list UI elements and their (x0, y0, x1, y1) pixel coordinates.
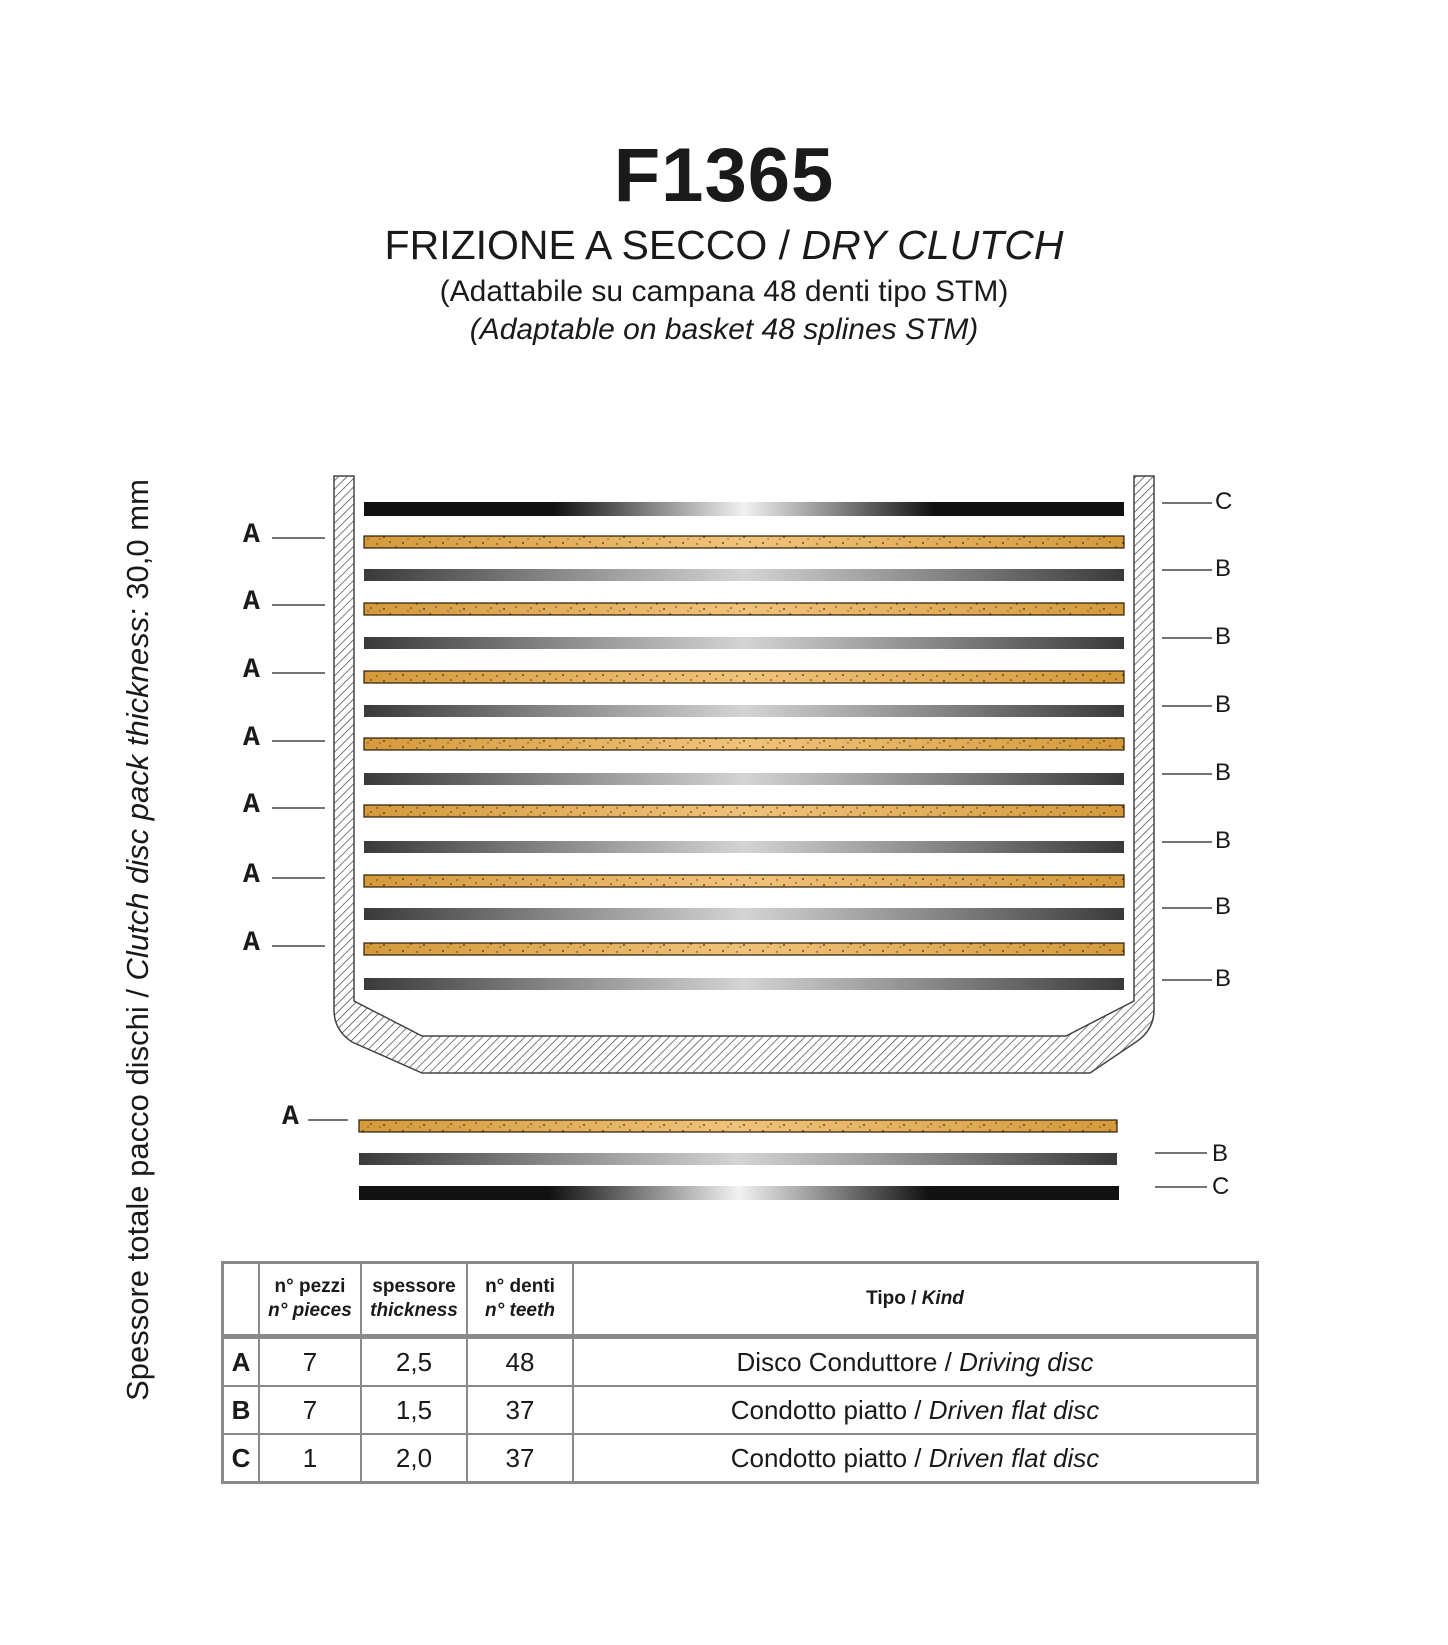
row-letter: C (223, 1434, 260, 1483)
table-row (223, 1434, 1258, 1483)
disc-label-c: C (1215, 488, 1233, 515)
legend-steel-disc (359, 1153, 1117, 1165)
friction-disc (364, 671, 1124, 683)
pressure-disc (364, 502, 1124, 516)
row-letter: B (223, 1386, 260, 1434)
spec-table-header (223, 1263, 1258, 1337)
disc-label-a: A (243, 790, 260, 821)
steel-disc (364, 705, 1124, 717)
row-kind: Disco Conduttore / Driving disc (573, 1337, 1258, 1387)
header-thickness: spessore thickness (361, 1263, 467, 1337)
subtitle-english: DRY CLUTCH (801, 222, 1064, 268)
steel-disc (364, 773, 1124, 785)
row-pieces: 7 (259, 1337, 361, 1387)
disc-label-b: B (1215, 759, 1232, 786)
compatibility-note-english: (Adaptable on basket 48 splines STM) (469, 313, 979, 346)
steel-disc (364, 569, 1124, 581)
disc-label-a: A (243, 860, 260, 891)
pack-thickness-value: 30,0 mm (120, 479, 155, 609)
friction-disc (364, 536, 1124, 548)
row-letter: A (223, 1337, 260, 1387)
steel-disc (364, 908, 1124, 920)
row-pieces: 7 (259, 1386, 361, 1434)
table-row (223, 1337, 1258, 1387)
pack-thickness-english: Clutch disc pack thickness: (120, 608, 155, 981)
row-teeth: 37 (467, 1386, 573, 1434)
row-thickness: 2,0 (361, 1434, 467, 1483)
header-kind: Tipo / Kind (573, 1263, 1258, 1337)
friction-disc (364, 603, 1124, 615)
disc-label-a: A (243, 587, 260, 618)
steel-disc (364, 637, 1124, 649)
row-thickness: 1,5 (361, 1386, 467, 1434)
steel-disc (364, 978, 1124, 990)
disc-label-b: B (1215, 555, 1232, 582)
legend-friction-disc (359, 1120, 1117, 1132)
legend-label-a: A (282, 1102, 299, 1133)
row-pieces: 1 (259, 1434, 361, 1483)
legend-label-b: B (1212, 1140, 1229, 1167)
header-teeth: n° denti n° teeth (467, 1263, 573, 1337)
spec-table (221, 1261, 1259, 1484)
table-row (223, 1386, 1258, 1434)
row-teeth: 48 (467, 1337, 573, 1387)
disc-legend (308, 1120, 1207, 1200)
pack-thickness-italian: Spessore totale pacco dischi / (120, 980, 155, 1401)
compatibility-note-italian: (Adattabile su campana 48 denti tipo STM) (439, 275, 1009, 308)
disc-label-a: A (243, 928, 260, 959)
legend-pressure-disc (359, 1186, 1119, 1200)
disc-label-b: B (1215, 965, 1232, 992)
friction-disc (364, 875, 1124, 887)
header-letter-cell (223, 1263, 260, 1337)
row-thickness: 2,5 (361, 1337, 467, 1387)
header-pieces: n° pezzi n° pieces (259, 1263, 361, 1337)
disc-label-b: B (1215, 827, 1232, 854)
friction-disc (364, 738, 1124, 750)
legend-label-c: C (1212, 1173, 1230, 1200)
disc-label-b: B (1215, 691, 1232, 718)
row-teeth: 37 (467, 1434, 573, 1483)
disc-pack (272, 502, 1212, 990)
disc-label-a: A (243, 520, 260, 551)
row-kind: Condotto piatto / Driven flat disc (573, 1434, 1258, 1483)
disc-label-b: B (1215, 893, 1232, 920)
row-kind: Condotto piatto / Driven flat disc (573, 1386, 1258, 1434)
friction-disc (364, 943, 1124, 955)
disc-label-b: B (1215, 623, 1232, 650)
disc-label-a: A (243, 723, 260, 754)
disc-label-a: A (243, 655, 260, 686)
steel-disc (364, 841, 1124, 853)
friction-disc (364, 805, 1124, 817)
product-code: F1365 (613, 133, 835, 218)
subtitle-italian: FRIZIONE A SECCO / (384, 222, 802, 268)
